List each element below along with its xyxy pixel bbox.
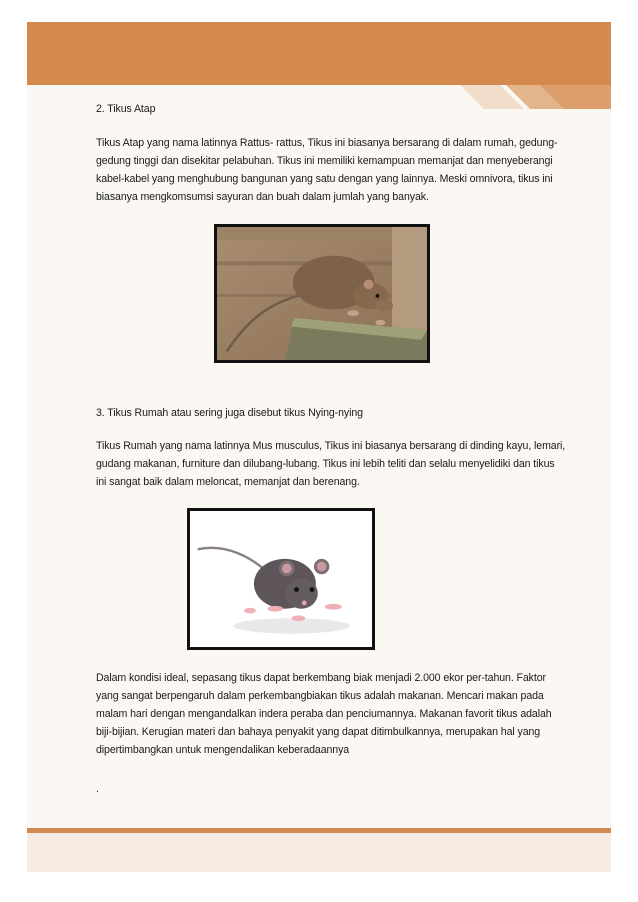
section3-body: Tikus Rumah yang nama latinnya Mus musculus, Tikus ini biasanya bersarang di dinding kayu, lemari, gudang makanan, furniture dan dilubang-lubang. Tikus ini lebih teliti dan selalu menyelidiki dan tikus ini sangat baik dalam meloncat, memanjat dan berenang. — [96, 440, 566, 488]
closing-paragraph: Dalam kondisi ideal, sepasang tikus dapat berkembang biak menjadi 2.000 ekor per-tahun. Faktor yang sangat berpengaruh dalam perkembangbiakan tikus adalah makanan. Mencari makan pada malam hari dengan mengandalkan indera peraba dan penciumannya. Makanan favorit tikus adalah biji-bijian. Kerugian materi dan bahaya penyakit yang dapat ditimbulkannya, merupakan hal yang dipertimbangkan untuk mengendalikan keberadaannya — [96, 672, 552, 756]
house-mouse-photo — [187, 508, 375, 650]
section3-heading: 3. Tikus Rumah atau sering juga disebut tikus Nying-nying — [96, 407, 363, 419]
trailing-dot: . — [96, 783, 99, 795]
section2-body: Tikus Atap yang nama latinnya Rattus- rattus, Tikus ini biasanya bersarang di dalam rumah, gedung-gedung tinggi dan disekitar pelabuhan. Tikus ini memiliki kemampuan memanjat dan menyeberangi kabel-kabel yang menghubung bangunan yang satu dengan yang lainnya. Meski omnivora, tikus ini biasanya mengkomsumsi sayuran dan buah dalam jumlah yang banyak. — [96, 137, 558, 203]
section2-heading: 2. Tikus Atap — [96, 103, 156, 115]
roof-rat-photo — [214, 224, 430, 363]
footer-band — [27, 833, 611, 872]
header-band — [27, 22, 611, 85]
